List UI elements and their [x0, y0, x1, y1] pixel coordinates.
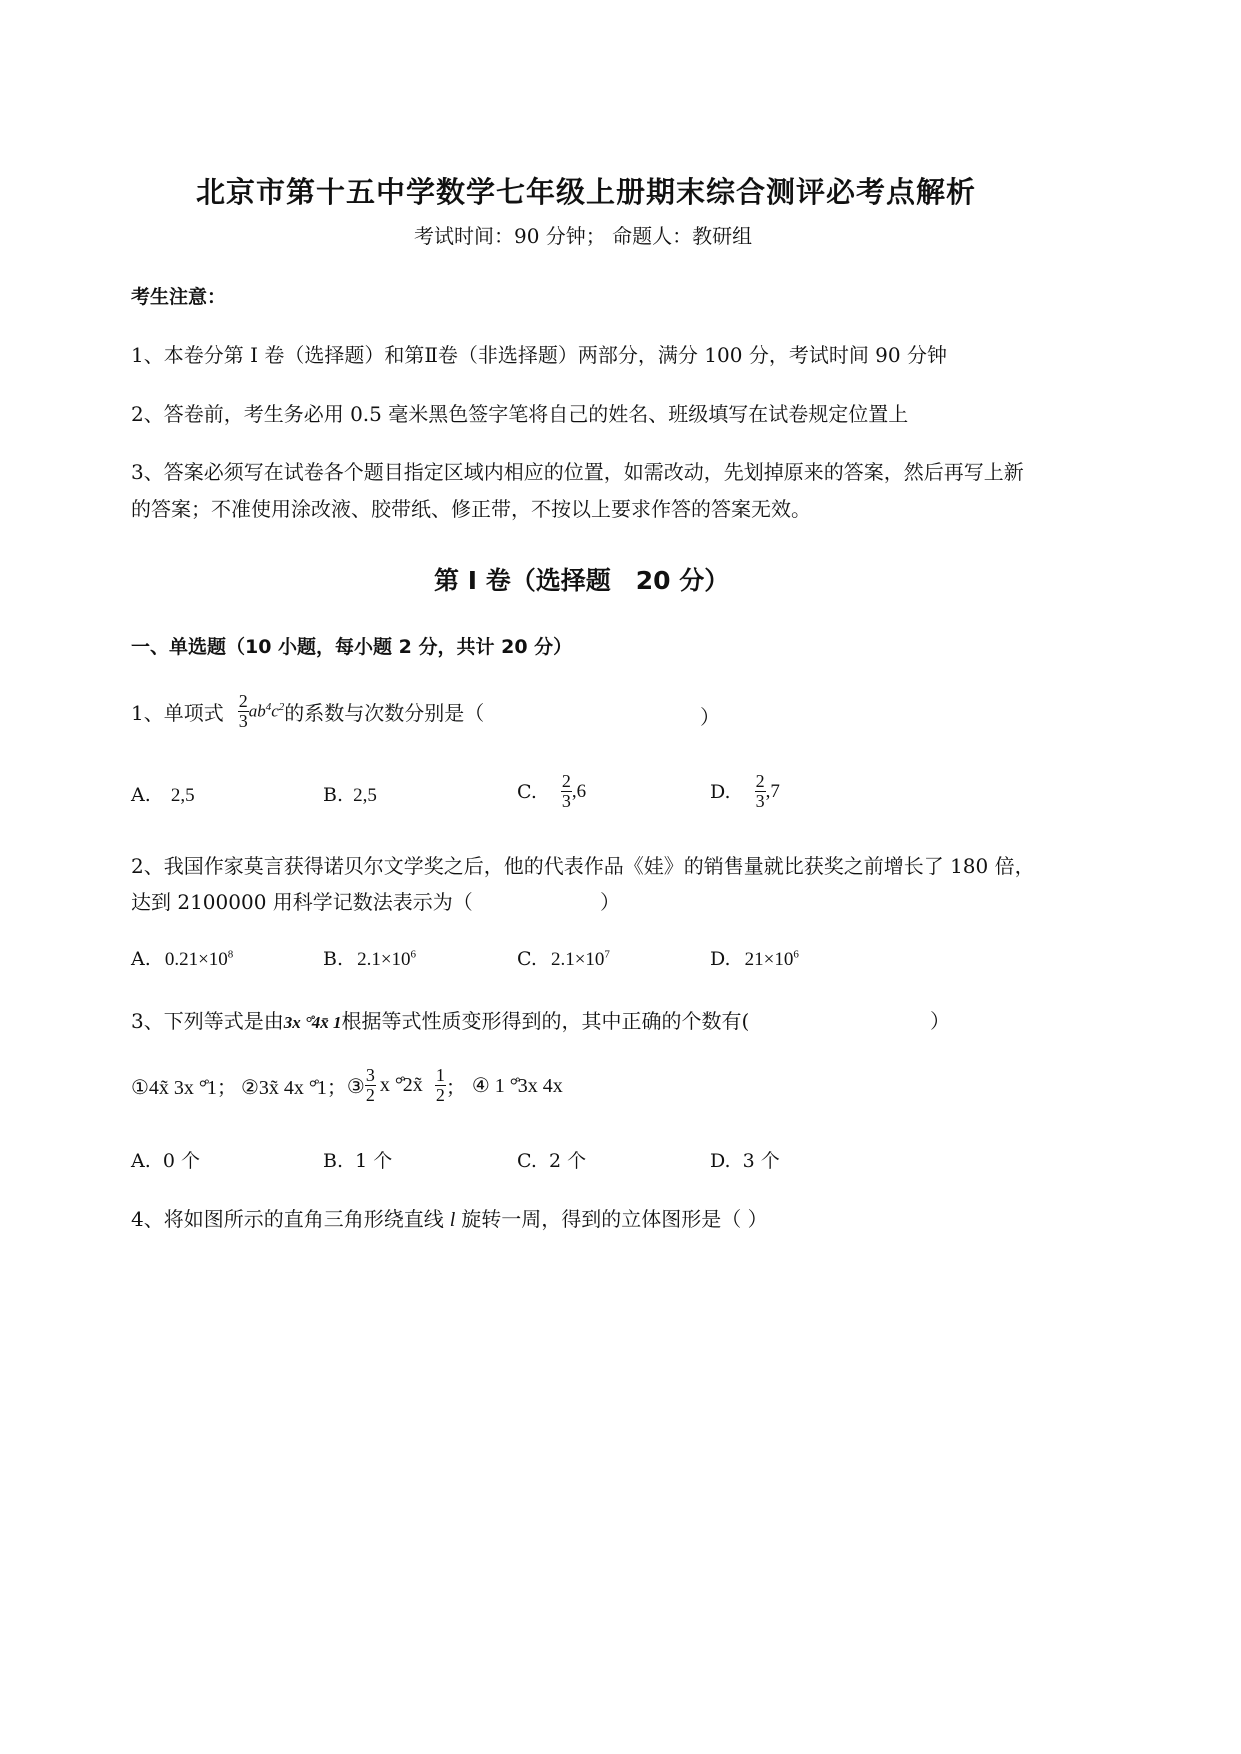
notice-heading: 考生注意： — [131, 286, 227, 308]
q3-option-a[interactable]: A. 0 个 — [131, 1150, 200, 1172]
q3-option-b[interactable]: B. 1 个 — [323, 1150, 393, 1172]
q3-item-3-label: ③ — [346, 1073, 365, 1098]
q1-frac-num: 2 — [238, 691, 248, 711]
q3-option-d[interactable]: D. 3 个 — [710, 1150, 780, 1172]
q2-option-a[interactable]: A. $0.21\times 10^8$ — [131, 948, 234, 970]
question-2-line2: 达到 2100000 用科学记数法表示为（ — [131, 890, 473, 914]
q1-monomial: $ab^4c^2$ — [248, 701, 285, 721]
exam-info: 考试时间：90 分钟； 命题人：教研组 — [414, 224, 753, 248]
question-1 — [131, 692, 484, 731]
notice-item-3-cont: 的答案；不准使用涂改液、胶带纸、修正带，不按以上要求作答的答案无效。 — [131, 497, 811, 521]
q1-option-a[interactable]: A. 2,5 — [131, 784, 195, 806]
q3-statements — [131, 1066, 563, 1105]
question-2-line1: 2、我国作家莫言获得诺贝尔文学奖之后，他的代表作品《娃》的销售量就比获奖之前增长了 180 倍， — [131, 854, 1035, 878]
q3-item-2: ②3x̃ 4x °̊1； — [240, 1077, 347, 1099]
notice-item-1: 1、本卷分第 I 卷（选择题）和第Ⅱ卷（非选择题）两部分，满分 100 分，考试时间 90 分钟 — [131, 343, 947, 367]
q4-line-variable: l — [449, 1209, 456, 1231]
q2-option-b[interactable]: B. $2.1\times 10^6$ — [323, 948, 417, 970]
question-4: 4、将如图所示的直角三角形绕直线 l 旋转一周，得到的立体图形是（ ） — [131, 1207, 768, 1231]
q3-item-4: ④ 1 °̊3x 4x — [471, 1075, 563, 1097]
q1-option-d[interactable]: D. $\frac{2}{3}$ ,7 — [710, 771, 780, 811]
notice-item-3: 3、答案必须写在试卷各个题目指定区域内相应的位置，如需改动，先划掉原来的答案，然后再写上新 — [131, 460, 1024, 484]
part-title: 一、单选题（10 小题，每小题 2 分，共计 20 分） — [131, 636, 573, 658]
q1-suffix: 的系数与次数分别是（ — [284, 701, 485, 725]
q3-equation: 3x °̊4x̄ 1 — [283, 1013, 342, 1032]
q1-frac-den: 3 — [238, 711, 248, 731]
q3-item-3-frac1: $\frac{3}{2}$ — [365, 1065, 375, 1105]
q3-close-paren: ） — [930, 1009, 950, 1033]
q1-option-c[interactable]: C. $\frac{2}{3}$ ,6 — [517, 771, 587, 811]
q2-close-paren: ） — [600, 890, 620, 914]
q2-option-d[interactable]: D. $21\times 10^6$ — [710, 948, 799, 970]
q3-item-3-mid: x °̊2x̃ — [379, 1074, 423, 1096]
page-title: 北京市第十五中学数学七年级上册期末综合测评必考点解析 — [196, 175, 977, 209]
q2-option-c[interactable]: C. $2.1\times 10^7$ — [517, 948, 610, 970]
q1-close-paren: ） — [700, 705, 720, 729]
q1-option-b[interactable]: B. 2,5 — [323, 784, 377, 806]
q3-option-c[interactable]: C. 2 个 — [517, 1150, 587, 1172]
q1-prefix: 1、单项式 — [131, 701, 224, 725]
q3-item-3-frac2: $\frac{1}{2}$ — [435, 1065, 445, 1105]
q1-fraction — [238, 692, 249, 731]
notice-item-2: 2、答卷前，考生务必用 0.5 毫米黑色签字笔将自己的姓名、班级填写在试卷规定位置上 — [131, 402, 909, 426]
question-3: 3、下列等式是由3x °̊4x̄ 1根据等式性质变形得到的，其中正确的个数有( — [131, 1009, 750, 1033]
q3-item-1: ①4x̃ 3x °̊1； — [131, 1077, 237, 1099]
section-title: 第 I 卷（选择题 20 分） — [434, 566, 730, 595]
q3-item-3-end: ； — [445, 1075, 466, 1099]
